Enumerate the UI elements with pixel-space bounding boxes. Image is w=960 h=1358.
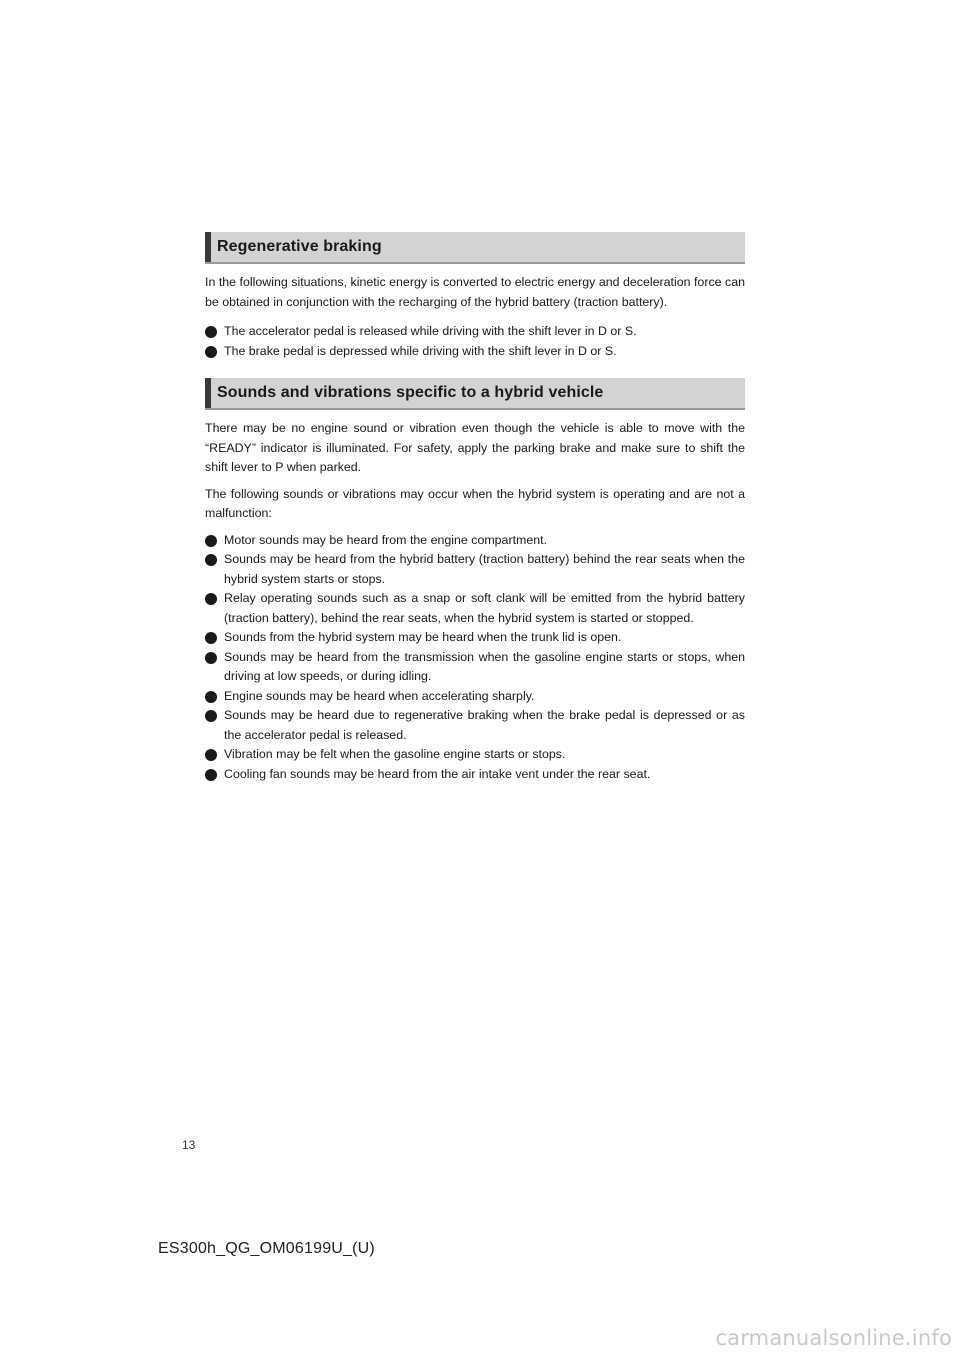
list-item: [205, 687, 745, 707]
document-code: ES300h_QG_OM06199U_(U): [158, 1240, 375, 1257]
sounds-vibrations-para-2: The following sounds or vibrations may occur when the hybrid system is operating and are not a malfunction:: [205, 486, 745, 520]
bullet-icon: [205, 535, 217, 547]
list-item: [205, 648, 745, 687]
list-item-text: Motor sounds may be heard from the engine compartment.: [224, 532, 548, 547]
list-item: [205, 628, 745, 648]
bullet-icon: [205, 346, 217, 358]
list-item: [205, 322, 745, 342]
list-item: [205, 765, 745, 785]
regenerative-braking-header: [205, 232, 745, 264]
bullet-icon: [205, 593, 217, 605]
list-item: [205, 342, 745, 362]
regenerative-braking-list: [205, 322, 745, 361]
list-item-text: Sounds from the hybrid system may be heard when the trunk lid is open.: [224, 630, 622, 644]
list-item-text: Relay operating sounds such as a snap or soft clank will be emitted from the hybrid battery (traction battery), behind the rear seats, when the hybrid system is started or stopped.: [224, 591, 745, 625]
list-item-text: The brake pedal is depressed while driving with the shift lever in D or S.: [224, 343, 617, 358]
list-item-text: Engine sounds may be heard when accelerating sharply.: [224, 688, 535, 703]
list-item: [205, 589, 745, 628]
list-item: [205, 706, 745, 745]
bullet-icon: [205, 769, 217, 781]
list-item-text: Cooling fan sounds may be heard from the air intake vent under the rear seat.: [224, 766, 651, 781]
sounds-vibrations-header: [205, 378, 745, 410]
regenerative-braking-title: Regenerative braking: [217, 238, 382, 255]
bullet-icon: [205, 652, 217, 664]
list-item: [205, 550, 745, 589]
sounds-vibrations-list: [205, 531, 745, 785]
bullet-icon: [205, 326, 217, 338]
bullet-icon: [205, 554, 217, 566]
list-item-text: Vibration may be felt when the gasoline engine starts or stops.: [224, 747, 566, 761]
sounds-vibrations-title: Sounds and vibrations specific to a hybrid vehicle: [217, 384, 604, 401]
list-item-text: Sounds may be heard due to regenerative braking when the brake pedal is depressed or as the accelerator pedal is released.: [224, 708, 745, 742]
bullet-icon: [205, 632, 217, 644]
page-content: [205, 232, 745, 784]
bullet-icon: [205, 691, 217, 703]
bullet-icon: [205, 749, 217, 761]
sounds-vibrations-para-1: There may be no engine sound or vibration even though the vehicle is able to move with the “READY” indicator is illuminated. For safety, apply the parking brake and make sure to shift the shift lever to P when parked.: [205, 421, 745, 474]
list-item-text: The accelerator pedal is released while driving with the shift lever in D or S.: [224, 324, 637, 338]
watermark-link[interactable]: carmanualsonline.info: [715, 1326, 952, 1350]
list-item: [205, 745, 745, 765]
bullet-icon: [205, 710, 217, 722]
regenerative-braking-intro: In the following situations, kinetic energy is converted to electric energy and deceleration force can be obtained in conjunction with the recharging of the hybrid battery (traction battery).: [205, 275, 745, 309]
list-item-text: Sounds may be heard from the transmission when the gasoline engine starts or stops, when driving at low speeds, or during idling.: [224, 649, 745, 683]
list-item: [205, 531, 745, 551]
list-item-text: Sounds may be heard from the hybrid battery (traction battery) behind the rear seats when the hybrid system starts or stops.: [224, 552, 745, 586]
page-number: 13: [182, 1138, 196, 1152]
